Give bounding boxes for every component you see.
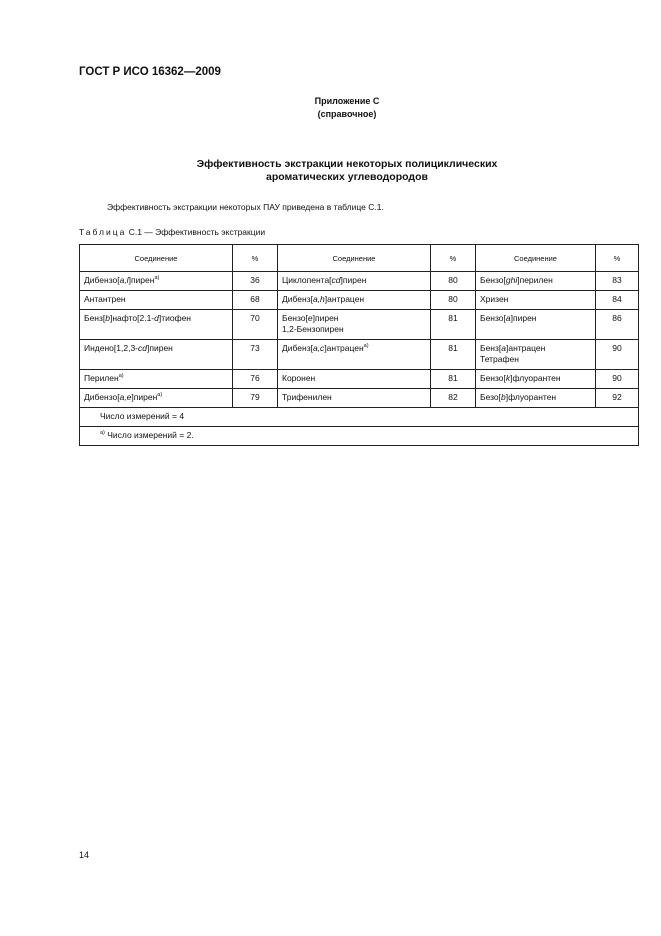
compound-name-part: a: [501, 343, 506, 353]
percent-cell: 92: [596, 389, 639, 408]
footnote-marker: а): [157, 392, 163, 399]
compound-name-part: ]нафто[2.1-: [110, 313, 155, 323]
compound-synonym: 1,2-Бензопирен: [282, 324, 344, 334]
compound-cell: [476, 291, 596, 310]
compound-cell: [80, 370, 233, 389]
percent-cell: 36: [233, 272, 278, 291]
compound-name-part: a,l: [119, 275, 129, 285]
compound-name-part: e: [307, 313, 313, 323]
compound-name-part: Коронен: [282, 373, 316, 383]
compound-name-part: ]пирен: [510, 313, 537, 323]
compound-cell: [80, 340, 233, 370]
appendix-subtitle: (справочное): [317, 109, 377, 119]
compound-name-part: Бензо[: [480, 313, 506, 323]
compound-name-part: k: [505, 373, 511, 383]
table-note-measurements: Число измерений = 4: [80, 408, 639, 427]
compound-cell: [476, 340, 596, 370]
percent-cell: 86: [596, 310, 639, 340]
compound-name-part: ]антрацен: [506, 343, 546, 353]
compound-name-part: Дибенз[: [282, 343, 313, 353]
percent-cell: 73: [233, 340, 278, 370]
table-row: [80, 370, 639, 389]
section-title-line2: ароматических углеводородов: [266, 171, 428, 183]
table-caption: [79, 227, 265, 237]
compound-name-part: ]тиофен: [158, 313, 192, 323]
intro-paragraph: Эффективность экстракции некоторых ПАУ приведена в таблице С.1.: [107, 202, 384, 212]
compound-name-part: Бензо[: [480, 275, 506, 285]
compound-name-part: ]перилен: [517, 275, 553, 285]
compound-cell: [80, 389, 233, 408]
table-caption-prefix: Таблица: [79, 227, 127, 237]
percent-cell: 81: [431, 340, 476, 370]
compound-name-part: ]пирен: [128, 275, 155, 285]
compound-name-part: Дибенз[: [282, 294, 313, 304]
compound-cell: [80, 310, 233, 340]
compound-cell: [278, 310, 431, 340]
compound-cell: [278, 389, 431, 408]
header-percent: %: [233, 245, 278, 272]
percent-cell: 82: [431, 389, 476, 408]
compound-cell: [278, 291, 431, 310]
table-footnote: [80, 427, 639, 446]
compound-cell: [476, 310, 596, 340]
compound-name-part: Бензо[: [480, 373, 506, 383]
appendix-heading: [0, 95, 661, 121]
header-compound: Соединение: [80, 245, 233, 272]
compound-name-part: b: [105, 313, 110, 323]
compound-cell: [278, 272, 431, 291]
percent-cell: 90: [596, 340, 639, 370]
table-row: [80, 272, 639, 291]
compound-name-part: a,e: [119, 392, 132, 402]
compound-name-part: ]флуорантен: [510, 373, 561, 383]
document-code: ГОСТ Р ИСО 16362—2009: [79, 66, 221, 78]
compound-cell: [476, 272, 596, 291]
compound-cell: [80, 291, 233, 310]
percent-cell: 68: [233, 291, 278, 310]
compound-name-part: Индено[1,2,3-: [84, 343, 139, 353]
section-title-line1: Эффективность экстракции некоторых полициклических: [196, 158, 498, 170]
percent-cell: 80: [431, 291, 476, 310]
header-compound: Соединение: [278, 245, 431, 272]
header-percent: %: [431, 245, 476, 272]
page-number: 14: [79, 850, 90, 860]
compound-name-part: ]пирен: [312, 313, 339, 323]
table-row: [80, 340, 639, 370]
compound-name-part: Дибензо[: [84, 275, 120, 285]
footnote-marker: а): [100, 430, 105, 437]
compound-name-part: cd: [138, 343, 147, 353]
compound-name-part: a,c: [312, 343, 325, 353]
footnote-text: Число измерений = 2.: [104, 430, 194, 440]
table-header-row: [80, 245, 639, 272]
footnote-marker: а): [363, 343, 369, 350]
compound-cell: [278, 370, 431, 389]
compound-name-part: Хризен: [480, 294, 509, 304]
compound-cell: [80, 272, 233, 291]
compound-synonym: Тетрафен: [480, 354, 519, 364]
compound-name-part: Бенз[: [84, 313, 106, 323]
compound-name-part: b: [501, 392, 506, 402]
percent-cell: 79: [233, 389, 278, 408]
compound-cell: [476, 389, 596, 408]
section-title: [0, 158, 661, 184]
compound-cell: [278, 340, 431, 370]
compound-name-part: Бензо[: [282, 313, 308, 323]
compound-name-part: Бенз[: [480, 343, 502, 353]
percent-cell: 81: [431, 370, 476, 389]
percent-cell: 83: [596, 272, 639, 291]
compound-name-part: ]флуорантен: [505, 392, 557, 402]
percent-cell: 80: [431, 272, 476, 291]
header-compound: Соединение: [476, 245, 596, 272]
compound-name-part: d: [154, 313, 159, 323]
header-percent: %: [596, 245, 639, 272]
compound-name-part: a,h: [312, 294, 325, 304]
compound-name-part: Безо[: [480, 392, 502, 402]
percent-cell: 90: [596, 370, 639, 389]
percent-cell: 81: [431, 310, 476, 340]
compound-name-part: a: [505, 313, 511, 323]
compound-name-part: ]антрацен: [324, 343, 364, 353]
extraction-table: [79, 244, 639, 446]
compound-name-part: Антантрен: [84, 294, 126, 304]
table-row: [80, 389, 639, 408]
percent-cell: 70: [233, 310, 278, 340]
compound-name-part: cd: [331, 275, 341, 285]
compound-name-part: ]антрацен: [324, 294, 365, 304]
compound-name-part: ghi: [505, 275, 518, 285]
compound-name-part: ]пирен: [340, 275, 367, 285]
table-row: [80, 291, 639, 310]
table-row: [80, 310, 639, 340]
compound-name-part: Дибензо[: [84, 392, 120, 402]
compound-name-part: Циклопента[: [282, 275, 332, 285]
appendix-title: Приложение С: [314, 96, 380, 106]
percent-cell: 84: [596, 291, 639, 310]
table-caption-rest: С.1 — Эффективность экстракции: [126, 227, 266, 237]
footnote-marker: а): [118, 373, 124, 380]
compound-cell: [476, 370, 596, 389]
compound-name-part: ]пирен: [131, 392, 158, 402]
compound-name-part: Перилен: [84, 373, 119, 383]
footnote-marker: а): [154, 275, 160, 282]
compound-name-part: Трифенилен: [282, 392, 332, 402]
percent-cell: 76: [233, 370, 278, 389]
compound-name-part: ]пирен: [147, 343, 173, 353]
